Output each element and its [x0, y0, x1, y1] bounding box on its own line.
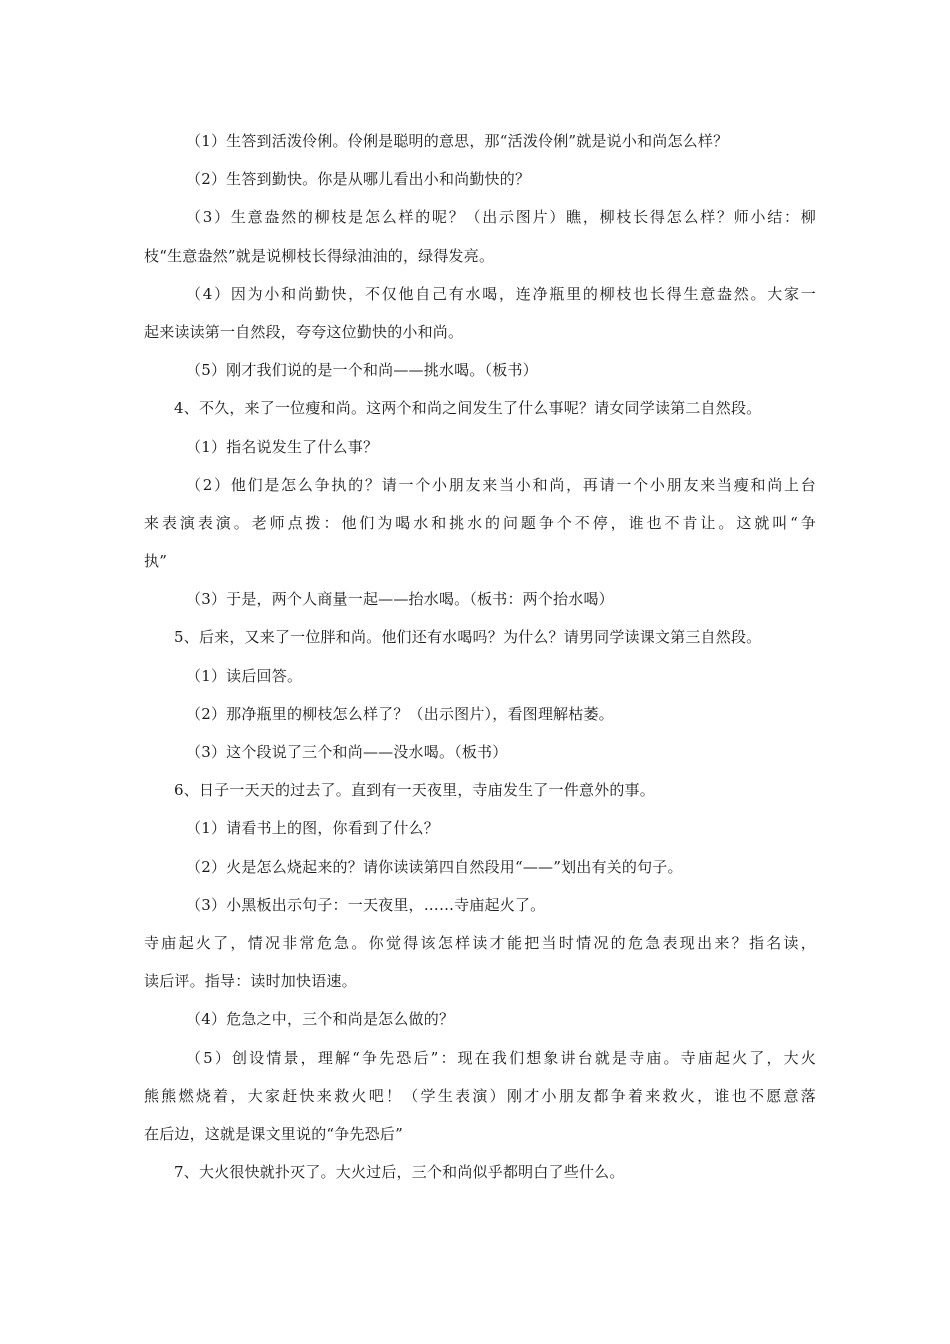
paragraph-line: （2）他们是怎么争执的？请一个小朋友来当小和尚，再请一个小朋友来当瘦和尚上台 [186, 475, 816, 494]
paragraph-line: （5）刚才我们说的是一个和尚——挑水喝。（板书） [186, 361, 538, 380]
paragraph-line: 来表演表演。老师点拨：他们为喝水和挑水的问题争个不停，谁也不肯让。这就叫“争 [144, 513, 816, 532]
paragraph-line: （1）指名说发生了什么事？ [186, 437, 379, 456]
paragraph-line: （3）生意盎然的柳枝是怎么样的呢？（出示图片）瞧，柳枝长得怎么样？师小结：柳 [186, 208, 816, 227]
document-body [144, 122, 816, 1191]
paragraph-line: 6、日子一天天的过去了。直到有一天夜里，寺庙发生了一件意外的事。 [174, 781, 655, 800]
paragraph-line: 寺庙起火了，情况非常危急。你觉得该怎样读才能把当时情况的危急表现出来？指名读， [144, 933, 816, 952]
paragraph-line: 5、后来，又来了一位胖和尚。他们还有水喝吗？为什么？请男同学读课文第三自然段。 [174, 628, 762, 647]
paragraph-line: 执” [144, 552, 168, 571]
paragraph-line: 枝“生意盎然”就是说柳枝长得绿油油的，绿得发亮。 [144, 246, 495, 265]
paragraph-line: （4）危急之中，三个和尚是怎么做的？ [186, 1010, 455, 1029]
paragraph-line: 熊熊燃烧着，大家赶快来救火吧！（学生表演）刚才小朋友都争着来救火，谁也不愿意落 [144, 1086, 816, 1105]
paragraph-line: （3）小黑板出示句子：一天夜里，……寺庙起火了。 [186, 895, 546, 914]
paragraph-line: （1）读后回答。 [186, 666, 303, 685]
paragraph-line: （1）生答到活泼伶俐。伶俐是聪明的意思，那“活泼伶俐”就是说小和尚怎么样？ [186, 132, 729, 150]
paragraph-line: （3）这个段说了三个和尚——没水喝。（板书） [186, 743, 508, 761]
paragraph-line: 在后边，这就是课文里说的“争先恐后” [144, 1124, 403, 1143]
paragraph-line: （2）那净瓶里的柳枝怎么样了？（出示图片），看图理解枯萎。 [186, 704, 614, 723]
paragraph-line: 7、大火很快就扑灭了。大火过后，三个和尚似乎都明白了些什么。 [174, 1163, 625, 1182]
paragraph-line: （2）生答到勤快。你是从哪儿看出小和尚勤快的？ [186, 170, 531, 189]
paragraph-line: （5）创设情景，理解“争先恐后”：现在我们想象讲台就是寺庙。寺庙起火了，大火 [186, 1048, 816, 1067]
paragraph-line: （3）于是，两个人商量一起——抬水喝。（板书：两个抬水喝） [186, 590, 614, 609]
paragraph-line: （1）请看书上的图，你看到了什么？ [186, 819, 439, 838]
paragraph-line: 起来读读第一自然段，夸夸这位勤快的小和尚。 [144, 322, 464, 341]
paragraph-line: （4）因为小和尚勤快，不仅他自己有水喝，连净瓶里的柳枝也长得生意盎然。大家一 [186, 284, 816, 303]
paragraph-line: （2）火是怎么烧起来的？请你读读第四自然段用“——”划出有关的句子。 [186, 857, 683, 876]
paragraph-line: 读后评。指导：读时加快语速。 [144, 972, 357, 991]
paragraph-line: 4、不久，来了一位瘦和尚。这两个和尚之间发生了什么事呢？请女同学读第二自然段。 [174, 399, 762, 418]
